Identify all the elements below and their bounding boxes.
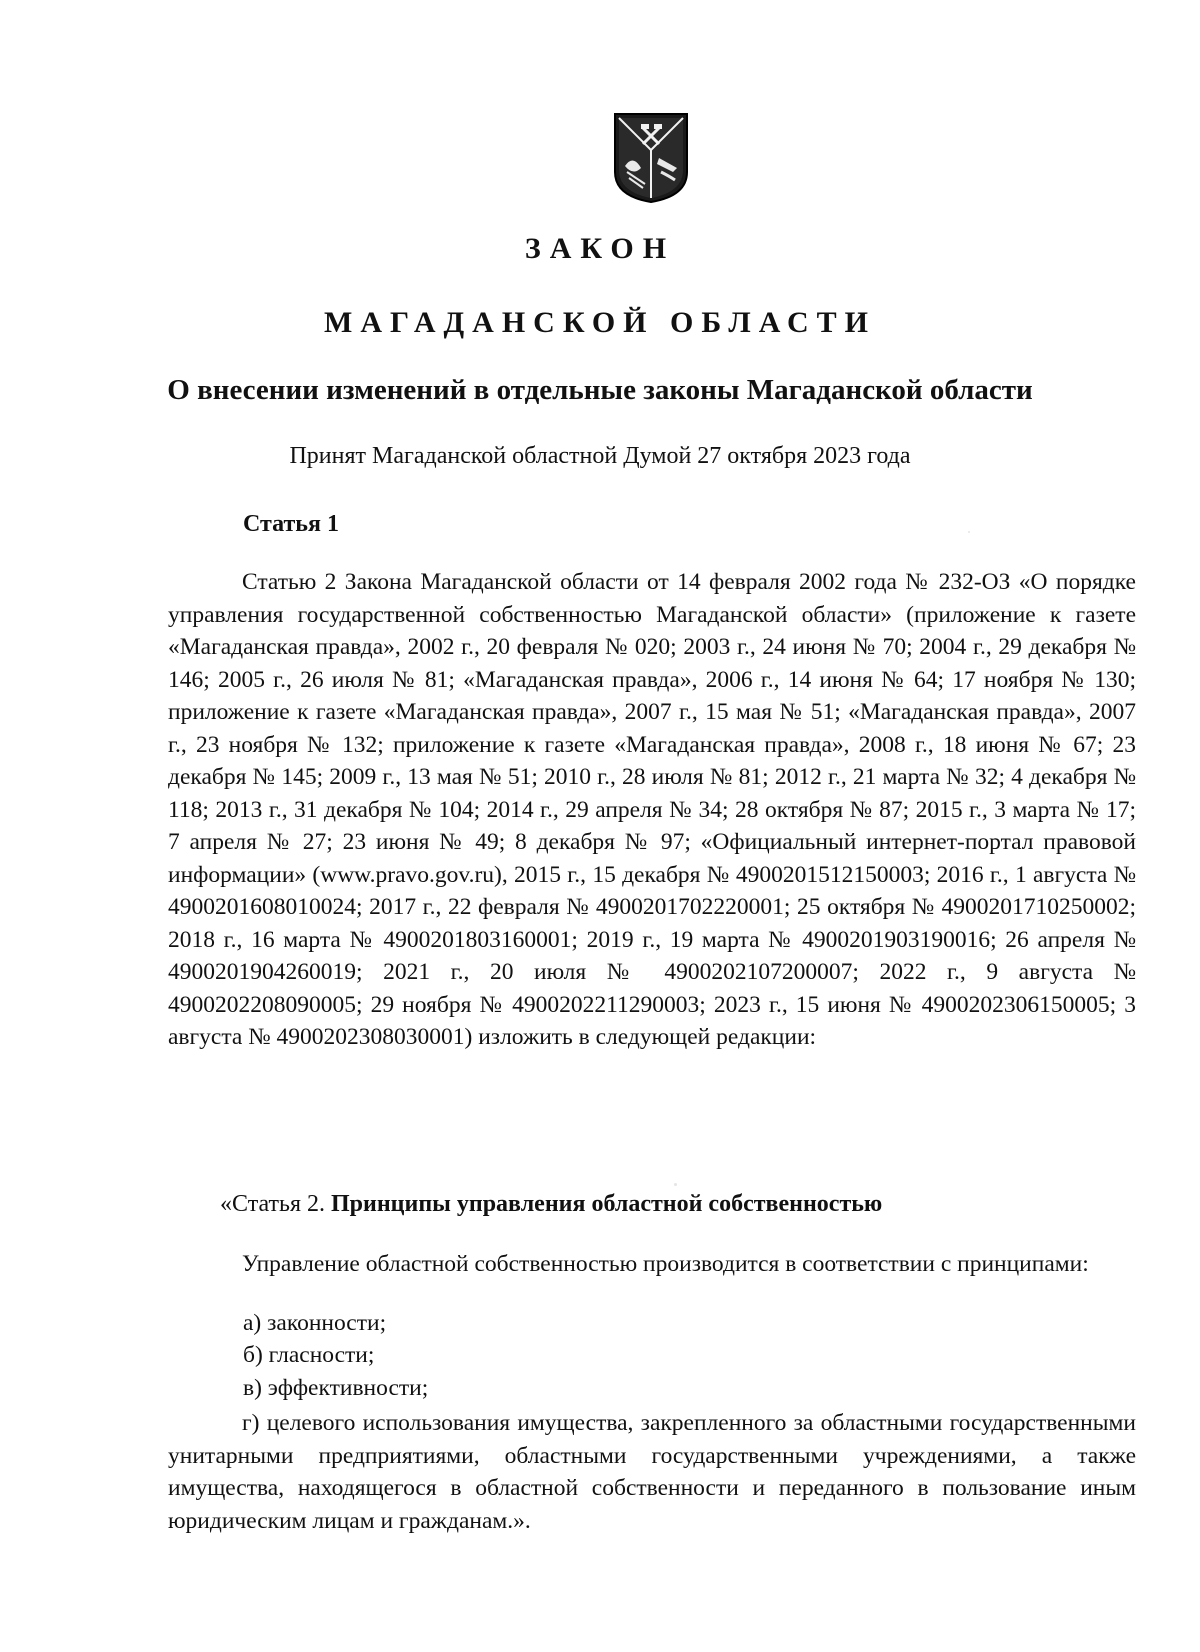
- principle-item-a: а) законности;: [243, 1310, 387, 1336]
- document-heading-region: МАГАДАНСКОЙ ОБЛАСТИ: [324, 306, 876, 339]
- principle-item-b: б) гласности;: [243, 1342, 375, 1368]
- principles-intro: Управление областной собственностью производится в соответствии с принципами:: [242, 1251, 1089, 1277]
- document-heading-law: ЗАКОН: [524, 232, 676, 265]
- adoption-line: Принят Магаданской областной Думой 27 октября 2023 года: [289, 443, 911, 469]
- principle-item-c: в) эффективности;: [243, 1375, 429, 1401]
- principle-item-d: г) целевого использования имущества, закрепленного за областными государственными унитарными предприятиями, областными государственными учреждениями, а также имущества, находящегося в областной собственности и переданного в пользование иным юридическим лицам и гражданам.».: [168, 1410, 1136, 1534]
- scan-speck: [674, 1183, 677, 1186]
- coat-of-arms-icon: [611, 110, 691, 204]
- article-2-prefix: «Статья 2.: [220, 1191, 331, 1217]
- document-title: О внесении изменений в отдельные законы Магаданской области: [167, 374, 1033, 406]
- article-1-text: Статью 2 Закона Магаданской области от 14 февраля 2002 года № 232-ОЗ «О порядке управления государственной собственностью Магаданской области» (приложение к газете «Магаданская правда», 2002 г., 20 февраля № 020; 2003 г., 24 июня № 70; 2004 г., 29 декабря № 146; 2005 г., 26 июля № 81; «Магаданская правда», 2006 г., 14 июня № 64; 17 ноября № 130; приложение к газете «Магаданская правда», 2007 г., 15 мая № 51; «Магаданская правда», 2007 г., 23 ноября № 132; приложение к газете «Магаданская правда», 2008 г., 18 июня № 67; 23 декабря № 145; 2009 г., 13 мая № 51; 2010 г., 28 июля № 81; 2012 г., 21 марта № 32; 4 декабря № 118; 2013 г., 31 декабря № 104; 2014 г., 29 апреля № 34; 28 октября № 87; 2015 г., 3 марта № 17; 7 апреля № 27; 23 июня № 49; 8 декабря № 97; «Официальный интернет-портал правовой информации» (www.pravo.gov.ru), 2015 г., 15 декабря № 4900201512150003; 2016 г., 1 августа № 4900201608010024; 2017 г., 22 февраля № 4900201702220001; 25 октября № 4900201710250002; 2018 г., 16 марта № 4900201803160001; 2019 г., 19 марта № 4900201903190016; 26 апреля № 4900201904260019; 2021 г., 20 июля № 4900202107200007; 2022 г., 9 августа № 4900202208090005; 29 ноября № 4900202211290003; 2023 г., 15 июня № 4900202306150005; 3 августа № 4900202308030001) изложить в следующей редакции:: [168, 569, 1136, 1050]
- article-2-heading: [220, 1191, 882, 1218]
- article-1-heading: Статья 1: [243, 511, 339, 537]
- article-2-title: Принципы управления областной собственностью: [330, 1191, 883, 1217]
- scan-speck: [968, 531, 970, 533]
